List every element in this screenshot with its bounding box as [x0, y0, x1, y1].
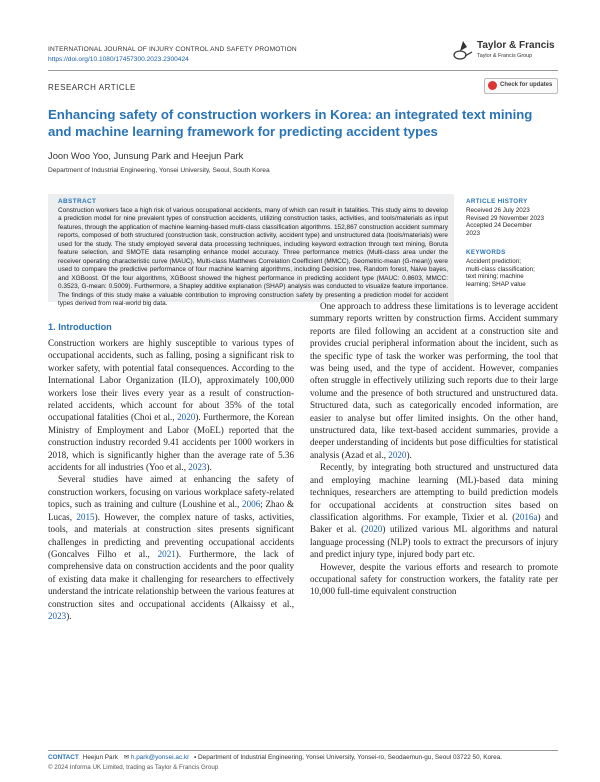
- affiliation: Department of Industrial Engineering, Yonsei University, Seoul, South Korea: [48, 167, 270, 174]
- publisher-group: Taylor & Francis Group: [477, 53, 533, 59]
- paragraph: However, despite the various efforts and research to promote occupational safety for construction workers, the fatality rate per 10,000 full-time equivalent construction: [310, 561, 558, 597]
- check-updates-label: Check for updates: [500, 82, 553, 88]
- citation-link[interactable]: 2020: [177, 412, 196, 423]
- address-icon: ▪: [194, 754, 197, 761]
- citation-link[interactable]: 2020: [364, 524, 383, 535]
- citation-link[interactable]: 2006: [242, 499, 261, 510]
- email-link[interactable]: h.park@yonsei.ac.kr: [130, 754, 190, 761]
- publisher-emblem-icon: [452, 38, 474, 62]
- keyword-line: learning; SHAP value: [466, 280, 526, 288]
- history-heading: ARTICLE HISTORY: [466, 198, 528, 205]
- article-title: Enhancing safety of construction workers in Korea: an integrated text mining and machine learning framework for predicting accident types: [48, 107, 533, 139]
- article-history: [466, 198, 566, 237]
- keyword-line: multi-class classification;: [466, 265, 535, 273]
- doi-link[interactable]: https://doi.org/10.1080/17457300.2023.2300424: [48, 56, 189, 63]
- address: Department of Industrial Engineering, Yonsei University, Yonsei-ro, Seodaemun-gu, Seoul 03722 50, Korea.: [198, 754, 503, 761]
- citation-link[interactable]: 2023: [188, 462, 207, 473]
- section-heading-introduction: 1. Introduction: [48, 322, 112, 332]
- citation-link[interactable]: 2015: [76, 511, 95, 522]
- history-accepted-year: 2023: [466, 229, 481, 237]
- paragraph: Several studies have aimed at enhancing the safety of construction workers, focusing on various workplace safety-related topics, such as training and culture (Loushine et al., 2006; Zhao & Lucas, 2015). However, the complex nature of tasks, activities, tools, and materials at construction sites presents significant challenges in predicting and preventing occupational accidents (Goncalves Filho et al., 2021). Furthermore, the lack of comprehensive data on construction accidents and the poor quality of existing data make it challenging for researchers to effectively understand the intricate relationship between the various features at construction sites and occupational accidents (Alkaissy et al., 2023).: [48, 474, 295, 621]
- citation-link[interactable]: 2020: [388, 449, 407, 460]
- keyword-line: text mining; machine: [466, 273, 524, 281]
- authors: Joon Woo Yoo, Junsung Park and Heejun Park: [48, 150, 244, 161]
- email-icon: ✉: [123, 754, 130, 761]
- copyright: © 2024 Informa UK Limited, trading as Taylor & Francis Group: [48, 764, 219, 771]
- citation-link[interactable]: 2023: [48, 610, 67, 621]
- check-updates-button[interactable]: [484, 78, 558, 94]
- journal-name: INTERNATIONAL JOURNAL OF INJURY CONTROL AND SAFETY PROMOTION: [48, 46, 297, 53]
- citation-link[interactable]: 2016a: [515, 511, 538, 522]
- paragraph: Recently, by integrating both structured and unstructured data and employing machine learning (ML)-based data mining techniques, researchers are attempting to build prediction models for occupational accidents at construction sites based on classification algorithms. For example, Tixier et al. (2016a) and Baker et al. (2020) utilized various ML algorithms and natural language processing (NLP) tools to extract the precursors of injury and predict injury type, injured body part etc.: [310, 462, 558, 560]
- keywords: [466, 249, 566, 288]
- history-accepted: Accepted 24 December: [466, 222, 532, 230]
- publisher-logo[interactable]: [452, 38, 557, 68]
- left-column: [48, 337, 294, 622]
- publisher-name: Taylor & Francis: [477, 40, 555, 51]
- paragraph: One approach to address these limitations is to leverage accident summary reports written by construction firms. Accident summary reports are filed following an accident at a construction site and provides crucial peripheral information about the incident, such as the specific type of task the worker was performing, the tool that was being used, and the type of accident. However, companies often struggle in effectively utilizing such reports due to their large volume and the presence of both structured and unstructured data. Structured data, such as categorically encoded information, are easier to analyse but offer limited insights. On the other hand, unstructured data, like text-based accident summaries, provide a deeper understanding of incidents but pose difficulties for statistical analysis (Azad et al., 2020).: [310, 301, 558, 460]
- paragraph: Construction workers are highly susceptible to various types of occupational accidents, such as falling, posing a significant risk to worker safety, with potential fatal consequences. According to the International Labor Organization (ILO), approximately 100,000 workers lose their lives every year as a result of construction-related accidents, which account for about 35% of the total occupational fatalities (Choi et al., 2020). Furthermore, the Korean Ministry of Employment and Labor (MoEL) reported that the construction industry recorded 9.41 accidents per 1000 workers in 2018, which is significantly higher than the average rate of 5.36 accidents for all industries (Yoo et al., 2023).: [48, 338, 294, 473]
- abstract-text: Construction workers face a high risk of various occupational accidents, many of which can result in fatalities. This study aims to develop a prediction model for nine prevalent types of construction accidents, utilizing construction tasks, activities, and tools/materials as input features, through the application of machine learning-based multi-class classification algorithms. 152,867 construction accident summary reports, composed of both structured (construction task, construction activity, accident type) and unstructured data (tools/materials) were used for the study. The study employed several data processing techniques, including keyword extraction through text mining, Boruta feature selection, and SMOTE data resampling enhance model accuracy. Three performance metrics (Multi-class area under the receiver operating characteristic curve (MAUC), Multi-class Matthews Correlation Coefficient (MMCC), Geometric-mean (G-mean)) were used to compare the predictive performance of four machine learning algorithms, including Decision tree, Random forest, Naive bayes, and XGBoost. Of the four algorithms, XGBoost showed the highest performance in predicting accident type (MAUC: 0.8603, MMCC: 0.3523, G-mean: 0.5009). Furthermore, a Shapley additive explanation (SHAP) analysis was conducted to visualize feature importance. The findings of this study make a valuable contribution to improving construction safety by presenting a prediction model for accident types derived from real-world big data.: [58, 207, 448, 307]
- footer-divider: [48, 750, 558, 751]
- right-column: [310, 300, 558, 598]
- abstract-heading: ABSTRACT: [58, 198, 97, 205]
- history-revised: Revised 29 November 2023: [466, 214, 545, 222]
- keyword-line: Accident prediction;: [466, 258, 521, 265]
- contact-label: CONTACT: [48, 754, 79, 761]
- check-updates-icon: [488, 81, 497, 90]
- citation-link[interactable]: 2021: [157, 548, 176, 559]
- header-divider: [48, 70, 558, 71]
- history-received: Received 26 July 2023: [466, 207, 530, 214]
- contact-name: Heejun Park: [82, 754, 118, 761]
- keywords-heading: KEYWORDS: [466, 249, 506, 256]
- section-type: RESEARCH ARTICLE: [48, 83, 136, 92]
- contact-line: [48, 753, 502, 761]
